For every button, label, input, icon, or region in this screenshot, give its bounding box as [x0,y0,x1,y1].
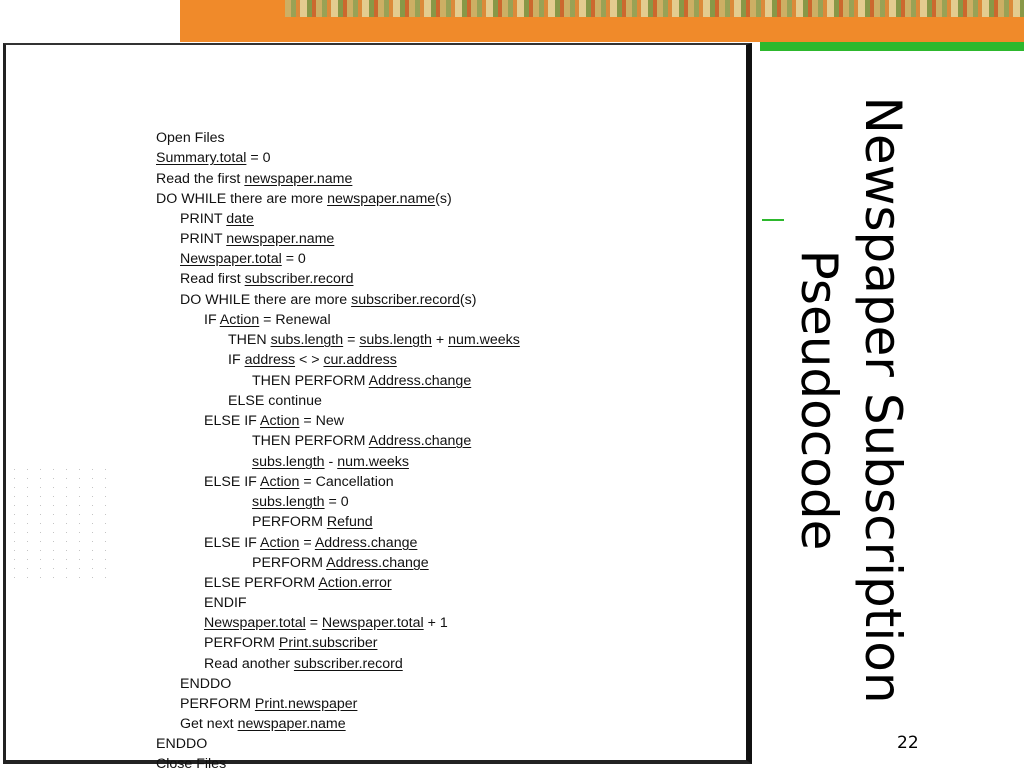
pseudocode-line [228,391,322,411]
pseudocode-identifier: Action [260,413,300,429]
pseudocode-line [180,674,231,694]
pseudocode-line [156,734,207,754]
pseudocode-text: ENDDO [180,676,232,692]
pseudocode-identifier: Address.change [368,433,472,449]
pseudocode-text: = [305,615,322,631]
green-accent-tick [762,219,784,221]
pseudocode-line [204,533,417,553]
pseudocode-identifier: newspaper.name [327,191,436,207]
pseudocode-line [180,209,254,229]
pseudocode-text: PERFORM [204,635,279,651]
pseudocode-line [180,249,306,269]
pseudocode-text: + [431,332,449,348]
pseudocode-text: ENDIF [204,595,247,611]
pseudocode-text: THEN PERFORM [252,433,369,449]
pseudocode-text: = New [299,413,344,429]
pseudocode-text: PERFORM [252,514,327,530]
pseudocode-identifier: Action.error [318,575,392,591]
pseudocode-text: IF [228,352,245,368]
pseudocode-text: ENDDO [156,736,208,752]
pseudocode-identifier: subs.length [252,494,325,510]
pseudocode-identifier: Address.change [368,373,472,389]
pseudocode-line [204,654,403,674]
pseudocode-identifier: Print.newspaper [254,696,358,712]
pseudocode-line [156,169,352,189]
pseudocode-line [156,128,225,148]
pseudocode-line [156,754,226,774]
pseudocode-text: - [324,454,338,470]
pseudocode-identifier: subs.length [359,332,432,348]
pseudocode-line [204,573,392,593]
pseudocode-text: < > [295,352,324,368]
pseudocode-text: = Cancellation [299,474,394,490]
pseudocode-line [228,350,397,370]
pseudocode-identifier: cur.address [323,352,397,368]
pseudocode-text: THEN PERFORM [252,373,369,389]
pseudocode-text: = Renewal [259,312,331,328]
pseudocode-text: = [343,332,360,348]
pseudocode-text: THEN [228,332,271,348]
pseudocode-identifier: Action [260,535,300,551]
pseudocode-line [180,694,357,714]
pseudocode-line [228,330,520,350]
pseudocode-identifier: Address.change [314,535,418,551]
green-accent-bar [760,42,1024,51]
pseudocode-identifier: Summary.total [156,150,247,166]
pseudocode-identifier: Address.change [326,555,429,571]
pseudocode-line [204,472,394,492]
pseudocode-text: Close Files [156,756,227,772]
pseudocode-identifier: num.weeks [337,454,409,470]
pseudocode-text: DO WHILE there are more [180,292,352,308]
pseudocode-line [252,492,349,512]
pseudocode-identifier: Action [260,474,300,490]
pseudocode-identifier: Newspaper.total [180,251,282,267]
pseudocode-text: (s) [435,191,452,207]
pseudocode-line [204,613,448,633]
slide-title-line-2: Pseudocode [790,249,848,551]
pseudocode-text: IF [204,312,220,328]
pseudocode-identifier: newspaper.name [237,716,346,732]
pseudocode-line [156,148,270,168]
pseudocode-identifier: Refund [326,514,373,530]
pseudocode-identifier: Newspaper.total [321,615,424,631]
pseudocode-text: = [299,535,315,551]
pseudocode-line [180,229,334,249]
pseudocode-identifier: subs.length [252,454,325,470]
pseudocode-text: Open Files [156,130,225,146]
pseudocode-identifier: num.weeks [448,332,520,348]
pseudocode-text: = 0 [281,251,306,267]
pseudocode-identifier: Print.subscriber [278,635,378,651]
pseudocode-text: Read first [180,271,245,287]
pseudocode-text: PERFORM [180,696,255,712]
pseudocode-identifier: subscriber.record [244,271,354,287]
pseudocode-text: ELSE IF [204,535,260,551]
pseudocode-text: DO WHILE there are more [156,191,328,207]
pseudocode-line [252,452,409,472]
pseudocode-text: (s) [459,292,477,308]
slide-title-container [785,70,915,730]
pseudocode-text: + 1 [423,615,448,631]
page-number: 22 [897,733,919,753]
slide-title-line-1: Newspaper Subscription [854,96,912,704]
pseudocode-text: = 0 [324,494,349,510]
pseudocode-text: Get next [180,716,238,732]
pseudocode-text: PRINT [180,211,227,227]
pseudocode-identifier: Action [219,312,260,328]
pseudocode-line [252,371,471,391]
pseudocode-identifier: subscriber.record [351,292,460,308]
pseudocode-text: Read another [204,656,294,672]
pseudocode-identifier: subs.length [270,332,344,348]
pseudocode-text: ELSE continue [228,393,322,409]
pseudocode-line [204,593,247,613]
slide-title [785,70,915,730]
pseudocode-identifier: newspaper.name [226,231,335,247]
pseudocode-text: ELSE PERFORM [204,575,319,591]
pseudocode-text: = 0 [246,150,271,166]
pseudocode-identifier: newspaper.name [244,171,353,187]
pseudocode-text: ELSE IF [204,474,260,490]
pseudocode-line [180,290,476,310]
pseudocode-identifier: address [244,352,296,368]
pseudocode-line [204,633,377,653]
pseudocode-line [252,553,429,573]
pseudocode-line [180,714,346,734]
pseudocode-text: PERFORM [252,555,327,571]
pseudocode-identifier: subscriber.record [293,656,403,672]
floral-banner-image [285,0,1024,17]
scan-noise [8,465,108,585]
pseudocode-identifier: date [226,211,254,227]
pseudocode-text: ELSE IF [204,413,260,429]
pseudocode-line [252,512,373,532]
pseudocode-identifier: Newspaper.total [204,615,306,631]
pseudocode-text: Read the first [156,171,245,187]
pseudocode-line [252,431,471,451]
pseudocode-line [204,310,331,330]
pseudocode-line [156,189,452,209]
scanned-pseudocode-image [3,43,752,772]
pseudocode-line [204,411,344,431]
pseudocode-line [180,269,353,289]
pseudocode-text: PRINT [180,231,227,247]
